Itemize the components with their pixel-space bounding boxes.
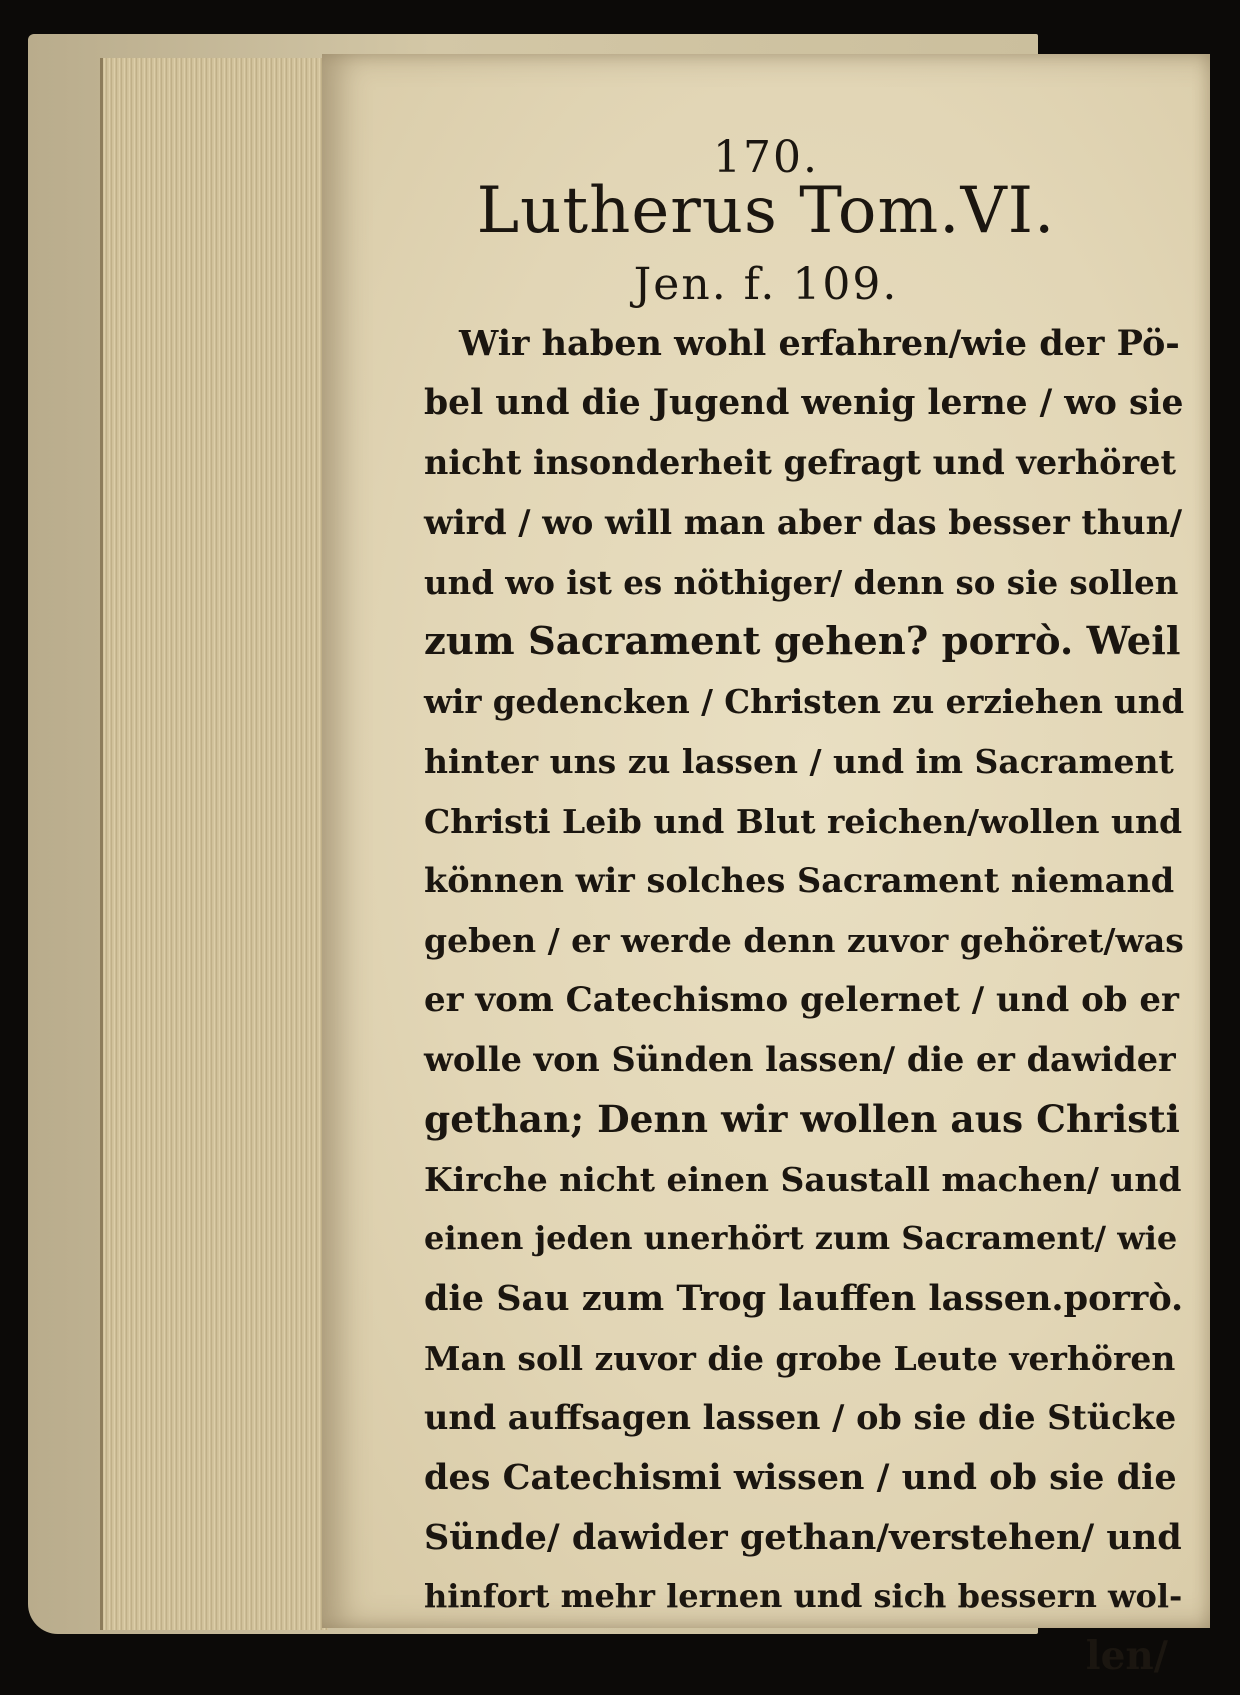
text-line: er vom Catechismo gelernet / und ob er <box>424 979 1179 1020</box>
text-line: Christi Leib und Blut reichen/wollen und <box>424 801 1183 841</box>
text-line: Man soll zuvor die grobe Leute verhören <box>424 1338 1176 1378</box>
text-line: hinter uns zu lassen / und im Sacrament <box>424 741 1174 781</box>
text-line: geben / er werde denn zuvor gehöret/was <box>424 920 1184 960</box>
text-line: die Sau zum Trog lauffen lassen.porrò. <box>424 1278 1184 1319</box>
text-line: Wir haben wohl erfahren/wie der Pö- <box>459 323 1180 364</box>
text-line: Sünde/ dawider gethan/verstehen/ und <box>424 1516 1182 1558</box>
page-title: Lutherus Tom.VI. <box>476 174 1056 248</box>
body-text <box>424 314 1184 1687</box>
text-line: des Catechismi wissen / und ob sie die <box>424 1457 1177 1499</box>
text-line: Kirche nicht einen Saustall machen/ und <box>424 1159 1182 1199</box>
text-line: wird / wo will man aber das besser thun/ <box>424 503 1183 543</box>
text-line: und wo ist es nöthiger/ denn so sie sollen <box>424 562 1179 602</box>
text-line: einen jeden unerhört zum Sacrament/ wie <box>424 1219 1178 1258</box>
text-line: und auffsagen lassen / ob sie die Stücke <box>424 1398 1177 1438</box>
text-line: bel und die Jugend wenig lerne / wo sie <box>424 382 1184 423</box>
text-line: hinfort mehr lernen und sich bessern wol- <box>424 1577 1183 1616</box>
text-line: zum Sacrament gehen? porrò. Weil <box>424 619 1181 665</box>
text-line: nicht insonderheit gefragt und verhöret <box>424 443 1176 483</box>
page-number: 170. <box>713 132 819 183</box>
text-line: können wir solches Sacrament niemand <box>424 861 1175 901</box>
text-line: wir gedencken / Christen zu erziehen und <box>424 682 1185 722</box>
catchword: len/ <box>1085 1633 1168 1680</box>
source-reference: Jen. f. 109. <box>633 259 899 310</box>
text-line: wolle von Sünden lassen/ die er dawider <box>424 1040 1176 1080</box>
page-edges <box>100 58 328 1630</box>
text-line: gethan; Denn wir wollen aus Christi <box>424 1096 1180 1141</box>
